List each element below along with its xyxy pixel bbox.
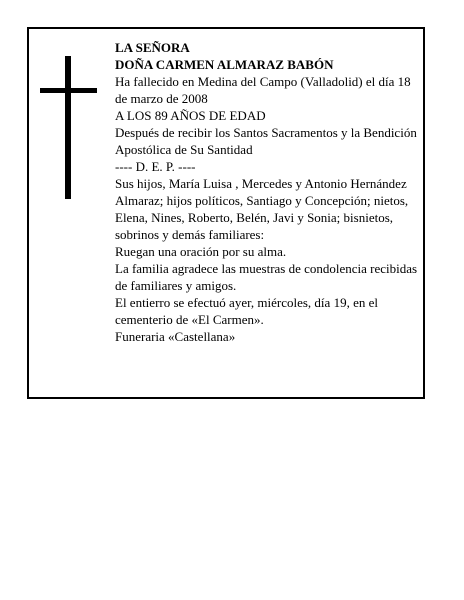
notice-title: LA SEÑORA [115, 40, 190, 55]
family-list: Sus hijos, María Luisa , Mercedes y Antonio Hernández Almaraz; hijos políticos, Santiago y Concepción; nietos, Elena, Nines, Roberto, Belén, Javi y Sonia; bisnietos, sobrinos y demás familiares: [115, 176, 409, 242]
obituary-notice [27, 27, 425, 399]
rip-line: ---- D. E. P. ---- [115, 159, 196, 174]
thanks-line: La familia agradece las muestras de condolencia recibidas de familiares y amigos. [115, 261, 418, 293]
cross-icon [40, 56, 97, 199]
sacraments-line: Después de recibir los Santos Sacramentos y la Bendición Apostólica de Su Santidad [115, 125, 417, 157]
funeral-home: Funeraria «Castellana» [115, 329, 236, 344]
prayer-request: Ruegan una oración por su alma. [115, 244, 287, 259]
cross-vertical-bar [65, 56, 71, 199]
death-announcement: Ha fallecido en Medina del Campo (Valladolid) el día 18 de marzo de 2008 [115, 74, 411, 106]
burial-line: El entierro se efectuó ayer, miércoles, día 19, en el cementerio de «El Carmen». [115, 295, 378, 327]
age-line: A LOS 89 AÑOS DE EDAD [115, 108, 266, 123]
deceased-name: DOÑA CARMEN ALMARAZ BABÓN [115, 57, 334, 72]
cross-horizontal-bar [40, 88, 97, 93]
notice-text [115, 39, 421, 345]
